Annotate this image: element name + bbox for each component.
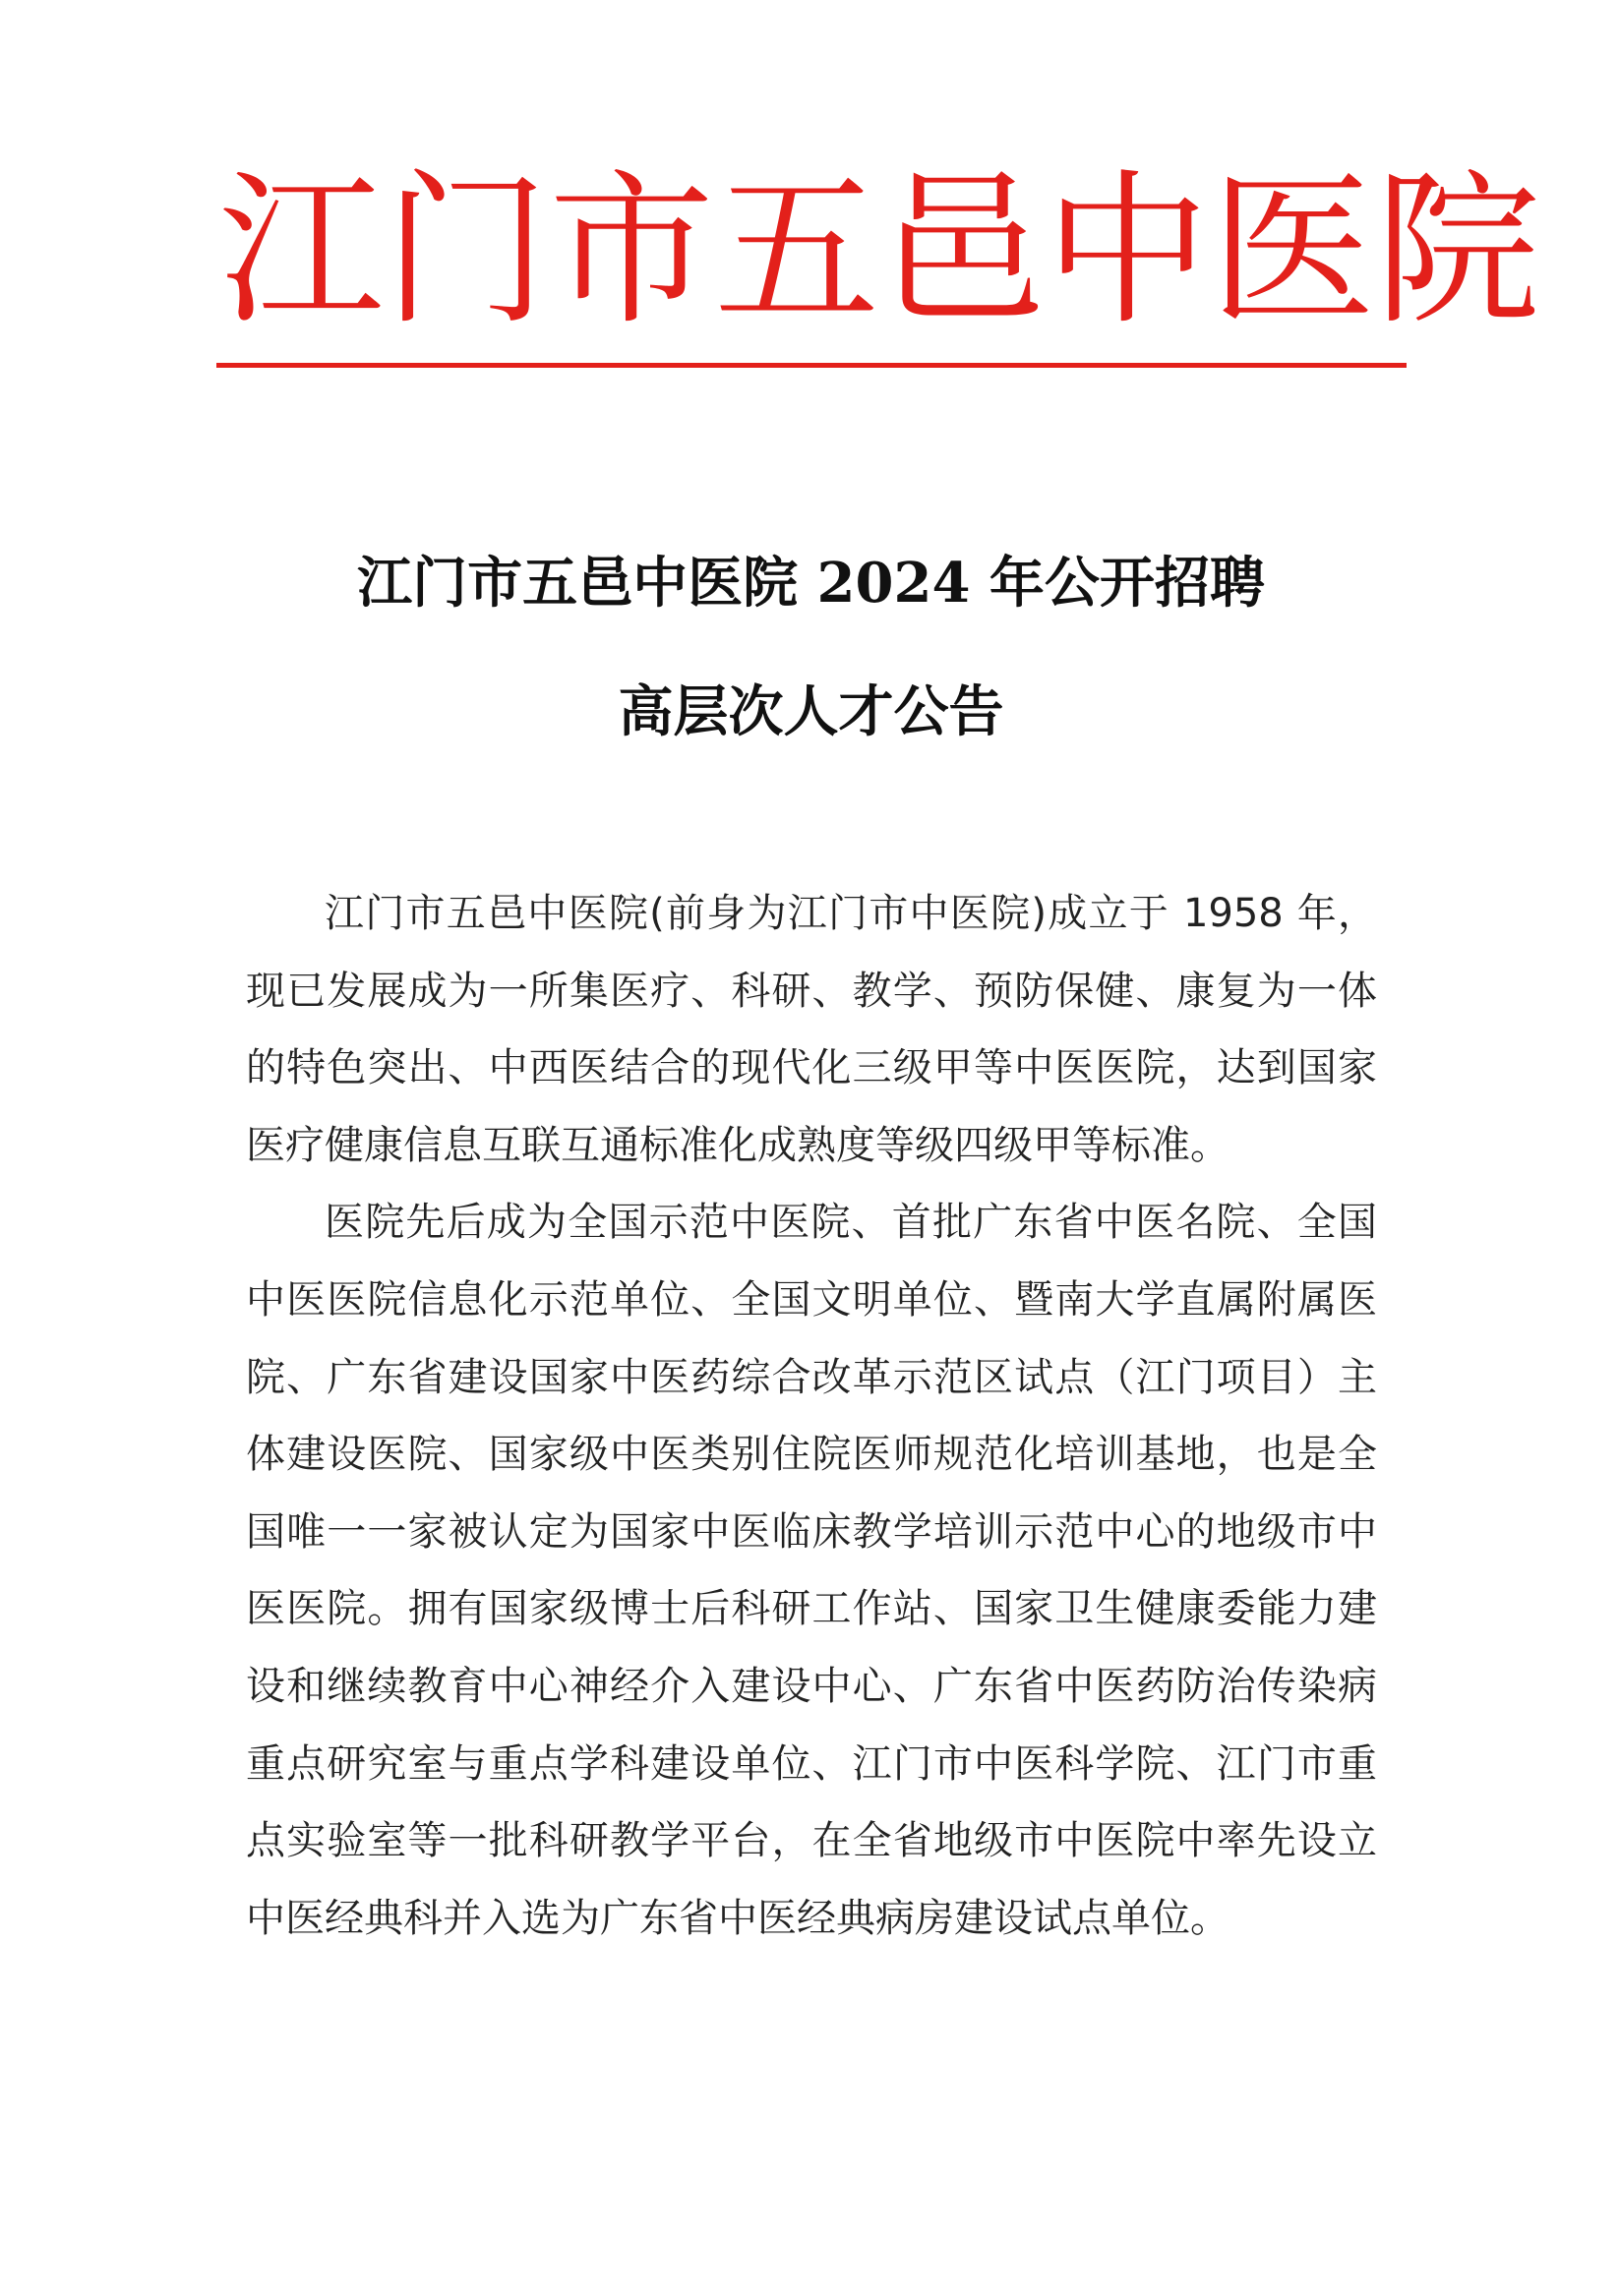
body-paragraph: 江门市五邑中医院(前身为江门市中医院)成立于 1958 年，现已发展成为一所集医疗、科研、教学、预防保健、康复为一体的特色突出、中西医结合的现代化三级甲等中医医院，达到国家医疗健康信息互联互通标准化成熟度等级四级甲等标准。 <box>246 891 1377 1168</box>
letterhead-char: 门 <box>384 154 549 347</box>
letterhead-char: 五 <box>714 154 879 347</box>
letterhead-char: 医 <box>1210 154 1375 347</box>
letterhead-char: 市 <box>549 154 714 347</box>
letterhead-char: 院 <box>1375 154 1540 347</box>
letterhead-char: 江 <box>218 154 384 347</box>
document-body <box>246 875 1377 1957</box>
document-title-line-2: 高层次人才公告 <box>618 679 1004 744</box>
body-paragraph: 医院先后成为全国示范中医院、首批广东省中医名院、全国中医医院信息化示范单位、全国文明单位、暨南大学直属附属医院、广东省建设国家中医药综合改革示范区试点（江门项目）主体建设医院、国家级中医类别住院医师规范化培训基地，也是全国唯一一家被认定为国家中医临床教学培训示范中心的地级市中医医院。拥有国家级博士后科研工作站、国家卫生健康委能力建设和继续教育中心神经介入建设中心、广东省中医药防治传染病重点研究室与重点学科建设单位、江门市中医科学院、江门市重点实验室等一批科研教学平台，在全省地级市中医院中率先设立中医经典科并入选为广东省中医经典病房建设试点单位。 <box>246 1200 1377 1941</box>
letterhead-divider <box>216 363 1407 368</box>
letterhead-char: 邑 <box>879 154 1045 347</box>
letterhead <box>218 154 1540 347</box>
letterhead-char: 中 <box>1045 154 1210 347</box>
document-title-line-1: 江门市五邑中医院 2024 年公开招聘 <box>357 551 1265 616</box>
